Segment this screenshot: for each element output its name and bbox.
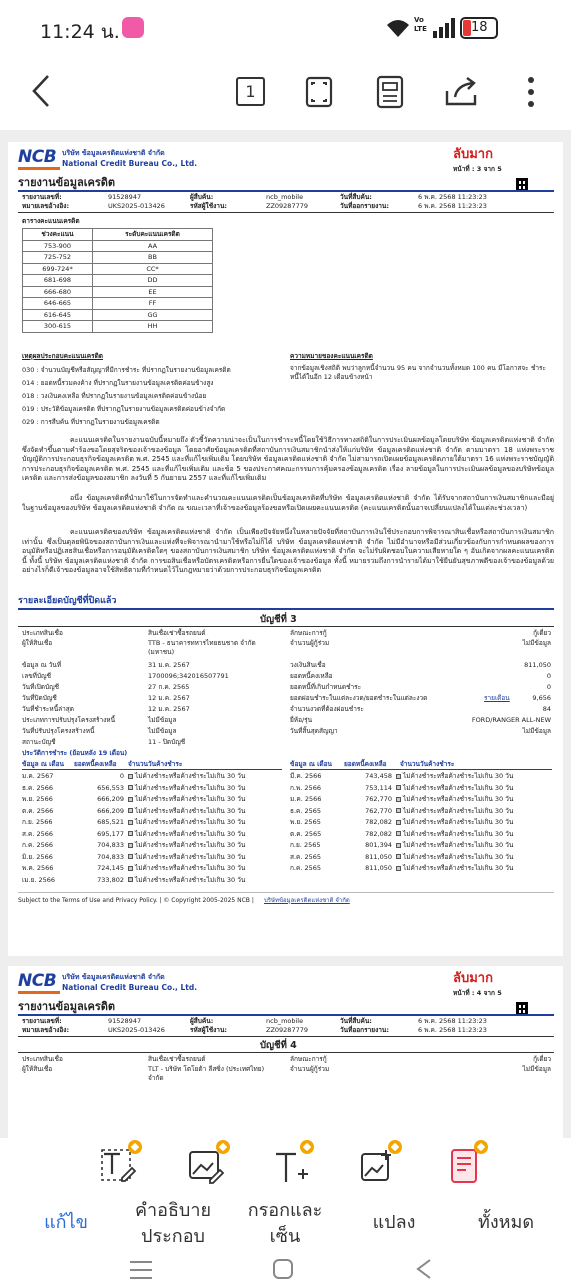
inquirer-value: ncb_mobile [266,193,304,201]
history-month: ธ.ค. 2565 [290,806,322,815]
meaning-title: ความหมายของคะแนนเครดิต [290,352,373,360]
volte-label: Vo LTE [414,16,427,33]
disclaimer-paragraph-2: อนึ่ง ข้อมูลเครดิตที่นำมาใช้ในการจัดทำและคำนวณคะแนนเครดิตเป็นข้อมูลเครดิตที่บริษัท ข้อมูลเครดิตแห่งชาติ จำกัด ได้รับจากสถาบันการเงินสมาชิกและมีอยู่ในฐานข้อมูลของบริษัท ข้อมูลเครดิตแห่งชาติ จำกัด ณ ขณะเวลาที่เจ้าของข้อมูลร้องขอหรือเปิดเผยคะแนนเครดิต (คะแนนเครดิตนั้นอาจเปลี่ยนแปลงได้ในแต่ละช่วงเวลา) [22,494,554,512]
history-balance: 704,833 [97,852,124,861]
history-status-text: ไม่ค้างชำระหรือค้างชำระไม่เกิน 30 วัน [135,818,246,826]
history-header-rule [22,769,282,770]
history-status-text: ไม่ค้างชำระหรือค้างชำระไม่เกิน 30 วัน [403,783,514,792]
ncb-logo-bar [18,991,60,994]
battery-percent: 18 [471,20,488,35]
field-value: 0 [546,683,551,691]
history-status [128,853,245,862]
score-range: 753-900 [23,240,93,252]
inquiry-date-value: 6 พ.ค. 2568 11:23:23 [418,193,487,201]
field-label: สถานะบัญชี [22,738,56,746]
field-value: สินเชื่อเช่าซื้อรถยนต์ [148,629,206,637]
member-code-label: รหัสผู้ใช้งาน: [190,202,228,210]
score-range-header: ช่วงคะแนน [23,229,93,241]
confidential-label: ลับมาก [453,971,493,986]
meaning-text: จากข้อมูลเชิงสถิติ พบว่าลูกหนี้จำนวน 95 คน จากจำนวนทั้งหมด 100 คน มีโอกาสจะ ชำระหนี้ได้ในอีก 12 เดือนข้างหน้า [290,364,546,381]
status-time: 11:24 น. [40,21,120,43]
field-value: ไม่มีข้อมูล [148,716,177,724]
history-status-text: ไม่ค้างชำระหรือค้างชำระไม่เกิน 30 วัน [403,806,514,815]
history-month: พ.ย. 2566 [22,795,53,803]
table-row [23,275,213,287]
page-number: 1 [245,82,256,101]
premium-badge-icon [474,1140,488,1154]
page-number-button[interactable] [236,77,265,106]
add-image-tool[interactable] [358,1146,398,1186]
history-month: ส.ค. 2565 [290,852,322,861]
score-table [22,228,213,333]
history-month: พ.ค. 2566 [22,864,54,872]
history-status-text: ไม่ค้างชำระหรือค้างชำระไม่เกิน 30 วัน [135,864,246,872]
field-value: กู้เดี่ยว [533,629,551,637]
viewer-toolbar [0,56,571,128]
edit-image-tool[interactable] [186,1146,226,1186]
field-value: 27 ก.ค. 2565 [148,683,190,691]
field-value: 31 ม.ค. 2567 [148,661,190,669]
tab-convert[interactable]: แปลง [372,1212,416,1233]
history-header-month: ข้อมูล ณ เดือน [290,760,332,768]
history-status [396,864,513,873]
premium-badge-icon [128,1140,142,1154]
status-checkbox-icon [396,831,401,836]
document-viewer[interactable] [0,130,571,1138]
company-name-th: บริษัท ข้อมูลเครดิตแห่งชาติ จำกัด [62,149,165,157]
signal-icon [433,18,455,38]
score-range: 681-698 [23,275,93,287]
history-month: ก.ย. 2566 [22,818,53,826]
score-grade: BB [93,252,213,264]
field-value: 811,050 [524,661,551,669]
footer-rule [18,892,554,893]
field-value: TTB - ธนาคารทหารไทยธนชาต จำกัด (มหาชน) [148,639,256,656]
history-header-rule [290,769,552,770]
status-checkbox-icon [396,820,401,825]
history-header-status: จำนวนวันค้างชำระ [400,760,455,768]
score-grade: HH [93,321,213,333]
history-status [128,795,245,804]
history-status-text: ไม่ค้างชำระหรือค้างชำระไม่เกิน 30 วัน [403,864,514,872]
qr-code-icon [516,178,528,190]
ncb-logo-bar [18,167,60,170]
history-month: ม.ค. 2567 [22,772,54,780]
bottom-toolbar [0,1138,571,1280]
confidential-label: ลับมาก [453,147,493,162]
status-checkbox-icon [128,854,133,859]
premium-badge-icon [388,1140,402,1154]
inquirer-value: ncb_mobile [266,1017,304,1025]
more-options-icon[interactable] [527,76,535,108]
ref-value: 91528947 [108,193,142,201]
score-grade-header: ระดับคะแนนเครดิต [93,229,213,241]
notification-app-icon [122,17,144,38]
history-status-text: ไม่ค้างชำระหรือค้างชำระไม่เกิน 30 วัน [135,852,246,861]
report-page [8,142,563,956]
history-balance: 666,209 [97,806,124,815]
status-checkbox-icon [128,877,133,882]
premium-badge-icon [216,1140,230,1154]
account-rule [18,626,554,627]
document-view-icon[interactable] [376,75,404,109]
recent-apps-icon[interactable] [128,1260,154,1280]
header-rule [18,1036,554,1037]
field-value: ไม่มีข้อมูล [522,1065,551,1073]
reason-item: 029 : การสืบค้น ที่ปรากฏในรายงานข้อมูลเครดิต [22,418,160,426]
field-label: ประเภทการปรับปรุงโครงสร้างหนี้ [22,716,116,724]
status-checkbox-icon [396,843,401,848]
field-label: เลขที่บัญชี [22,672,52,680]
field-label: จำนวนผู้กู้ร่วม [290,639,330,647]
member-code-value: ZZ09287779 [266,1026,308,1034]
member-ref-value: UKS2025-013426 [108,1026,165,1034]
status-checkbox-icon [396,785,401,790]
field-label: วันที่เปิดบัญชี [22,683,60,691]
history-status-text: ไม่ค้างชำระหรือค้างชำระไม่เกิน 30 วัน [135,875,246,884]
field-label: ยอดหนี้ที่เกินกำหนดชำระ [290,683,362,691]
disclaimer-paragraph-3: คะแนนเครดิตของบริษัท ข้อมูลเครดิตแห่งชาติ จำกัด เป็นเพียงปัจจัยหนึ่งในหลายปัจจัยที่สถาบันการเงินใช้ประกอบการพิจารณาสินเชื่อหรือสถาบันการเงินสมาชิกเท่านั้น ซึ่งเป็นดุลยพินิจของสถาบันการเงินและแห่งที่จะพิจารณานำมาใช้หรือไม่ก็ได้ บริษัท ข้อมูลเครดิตแห่งชาติ จำกัด ไม่มีอำนาจหรือมีส่วนเกี่ยวข้องกับการกำหนดผลของการอนุมัติหรือปฏิเสธสินเชื่อหรือการอนุมัติเครดิตใดๆ ของสถาบันการเงินสมาชิก บริษัท ข้อมูลเครดิตแห่งชาติ จำกัด จะไม่รับผิดชอบในความเสียหายใด ๆ อันเกิดจากผลคะแนนเครดิตนี้ ทั้งนี้ บริษัท ข้อมูลเครดิตแห่งชาติ จำกัด การขอสินเชื่อหรือบัตรเครดิตหรือการยื่นใดของเจ้าของข้อมูล ทั้งนี้ หมายรวมถึงการนำรายได้มาใช้ยืนยันสุขภาพดีของเจ้าของข้อมูลด้วย อย่างไรก็ดีเจ้าของข้อมูลอาจใช้สิทธิตามที่กำหนดไว้ในกฎหมายว่าด้วยการประกอบธุรกิจข้อมูลเครดิต [22,528,554,575]
ncb-logo: NCB [18,147,57,167]
history-status-text: ไม่ค้างชำระหรือค้างชำระไม่เกิน 30 วัน [135,829,246,838]
score-grade: EE [93,286,213,298]
member-code-label: รหัสผู้ใช้งาน: [190,1026,228,1034]
history-month: ก.ย. 2565 [290,841,321,849]
back-nav-icon[interactable] [414,1258,434,1280]
qr-code-icon [516,1002,528,1014]
ref-value: 91528947 [108,1017,142,1025]
history-status [396,830,513,839]
field-value: TLT - บริษัท โตโยต้า ลีสซิ่ง (ประเทศไทย) จำกัด [148,1065,265,1082]
report-title: รายงานข้อมูลเครดิต [18,1000,116,1013]
history-month: พ.ย. 2565 [290,818,321,826]
field-label: ข้อมูล ณ วันที่ [22,661,62,669]
process-date-value: 6 พ.ค. 2568 11:23:23 [418,1026,487,1034]
ncb-logo: NCB [18,971,57,991]
inquiry-date-label: วันที่สืบค้น: [340,1017,372,1025]
status-checkbox-icon [128,843,133,848]
share-icon[interactable] [445,77,479,107]
history-month: มิ.ย. 2566 [22,852,53,861]
field-value: สินเชื่อเช่าซื้อรถยนต์ [148,1055,206,1063]
history-status-text: ไม่ค้างชำระหรือค้างชำระไม่เกิน 30 วัน [135,806,246,815]
field-label: จำนวนผู้กู้ร่วม [290,1065,330,1073]
score-grade: FF [93,298,213,310]
back-arrow-icon[interactable] [30,74,52,108]
header-divider [18,190,554,192]
history-status-text: ไม่ค้างชำระหรือค้างชำระไม่เกิน 30 วัน [135,795,246,803]
history-status-text: ไม่ค้างชำระหรือค้างชำระไม่เกิน 30 วัน [135,783,246,792]
section-divider [18,608,554,610]
tab-all[interactable]: ทั้งหมด [477,1212,535,1233]
history-status-text: ไม่ค้างชำระหรือค้างชำระไม่เกิน 30 วัน [403,852,514,861]
reason-title: เหตุผลประกอบคะแนนเครดิต [22,352,104,360]
history-balance: 811,050 [365,852,392,861]
field-label: ประเภทสินเชื่อ [22,1055,63,1063]
field-label: วงเงินสินเชื่อ [290,661,326,669]
history-status-text: ไม่ค้างชำระหรือค้างชำระไม่เกิน 30 วัน [403,818,514,826]
field-value: ไม่มีข้อมูล [148,727,177,735]
history-status [128,841,245,850]
history-status [396,807,513,816]
field-value: 1700096;342016507791 [148,672,229,680]
battery-level [463,20,471,36]
field-value: FORD/RANGER ALL-NEW [471,716,551,724]
table-row [23,309,213,321]
history-status-text: ไม่ค้างชำระหรือค้างชำระไม่เกิน 30 วัน [403,841,514,849]
closed-accounts-title: รายละเอียดบัญชีที่ปิดแล้ว [18,596,117,606]
score-grade: CC* [93,263,213,275]
history-balance: 656,553 [97,783,124,792]
history-status-text: ไม่ค้างชำระหรือค้างชำระไม่เกิน 30 วัน [403,772,514,780]
history-status [128,772,245,781]
history-status-text: ไม่ค้างชำระหรือค้างชำระไม่เกิน 30 วัน [403,829,514,838]
history-balance: 762,770 [365,795,392,803]
company-name-en: National Credit Bureau Co., Ltd. [62,983,198,992]
reason-item: 019 : ประวัติข้อมูลเครดิต ที่ปรากฏในรายงานข้อมูลเครดิตค่อนข้างจำกัด [22,405,226,413]
score-range: 616-645 [23,309,93,321]
history-balance: 753,114 [365,783,392,792]
fullscreen-icon[interactable] [305,76,333,108]
footer-text: Subject to the Terms of Use and Privacy Policy. | © Copyright 2005-2025 NCB | [18,897,254,904]
disclaimer-paragraph-1: คะแนนเครดิตในรายงานฉบับนี้หมายถึง ตัวชี้วัดความน่าจะเป็นในการชำระหนี้โดยใช้วิธีการทางสถิติในการประเมินผลข้อมูลโดยบริษัท ข้อมูลเครดิตแห่งชาติ จำกัด ซึ่งจัดทำขึ้นตามคำร้องขอโดยสุจริตของเจ้าของข้อมูล โดยอาศัยข้อมูลเครดิตที่สถาบันการเงินสมาชิกนำส่งให้แก่บริษัท ข้อมูลเครดิตแห่งชาติ จำกัด ตามมาตรา 18 แห่งพระราชบัญญัติการประกอบธุรกิจข้อมูลเครดิต พ.ศ. 2545 และที่แก้ไขเพิ่มเติม โดยบริษัท ข้อมูลเครดิตแห่งชาติ จำกัด ไม่สามารถเปิดเผยข้อมูลเครดิตภายใต้มาตรา 16 แห่งพระราชบัญญัติการประกอบธุรกิจข้อมูลเครดิต พ.ศ. 2545 และที่แก้ไขเพิ่มเติม และข้อ 5 ของประกาศคณะกรรมการคุ้มครองข้อมูลเครดิต เรื่อง ลายข้อมูลในการประเมินผลข้อมูลของบริษัทข้อมูลเครดิต และการส่งข้อมูลของสมาชิก ลงวันที่ 5 กันยายน 2557 และที่แก้ไขเพิ่มเติม [22,436,554,483]
history-month: ม.ค. 2566 [290,795,322,803]
score-grade: AA [93,240,213,252]
wifi-icon [386,18,410,38]
history-balance: 666,209 [97,795,124,803]
account-rule [18,1052,554,1053]
field-label: วันที่ปิดบัญชี [22,694,57,702]
history-balance: 733,802 [97,875,124,884]
field-value: 9,656 [532,694,551,702]
inquirer-label: ผู้สืบค้น: [190,193,214,201]
status-checkbox-icon [128,785,133,790]
history-month: ธ.ค. 2566 [22,783,54,792]
field-label: ประเภทสินเชื่อ [22,629,63,637]
score-range: 725-752 [23,252,93,264]
history-status [128,784,245,793]
history-status-text: ไม่ค้างชำระหรือค้างชำระไม่เกิน 30 วัน [135,841,246,849]
tab-fill-sign[interactable]: กรอกและ เซ็น [247,1200,323,1247]
history-balance: 762,770 [365,806,392,815]
history-header-status: จำนวนวันค้างชำระ [128,760,183,768]
history-balance: 724,145 [97,864,124,872]
home-icon[interactable] [272,1258,296,1280]
history-status [128,830,245,839]
history-status [396,795,513,804]
history-header-month: ข้อมูล ณ เดือน [22,760,64,768]
table-row [23,286,213,298]
field-value: 12 ม.ค. 2567 [148,705,190,713]
status-checkbox-icon [396,866,401,871]
history-status [128,807,245,816]
history-balance: 695,177 [97,829,124,838]
score-range: 646-665 [23,298,93,310]
header-rule [18,212,554,213]
field-label: ลักษณะการกู้ [290,1055,327,1063]
score-grade: GG [93,309,213,321]
field-value: 84 [542,705,551,713]
page-indicator: หน้าที่ : 4 จาก 5 [453,989,502,997]
tab-edit[interactable]: แก้ไข [44,1212,88,1233]
company-name-th: บริษัท ข้อมูลเครดิตแห่งชาติ จำกัด [62,973,165,981]
page-indicator: หน้าที่ : 3 จาก 5 [453,165,502,173]
payment-history-title: ประวัติการชำระ (ย้อนหลัง 19 เดือน) [22,749,128,757]
field-value: 0 [546,672,551,680]
status-checkbox-icon [128,774,133,779]
member-code-value: ZZ09287779 [266,202,308,210]
history-status [396,818,513,827]
process-date-label: วันที่ออกรายงาน: [340,1026,389,1034]
history-status [396,784,513,793]
score-range: 666-680 [23,286,93,298]
table-row [23,252,213,264]
history-status [128,876,245,885]
score-table-title: ตารางคะแนนเครดิต [22,217,80,225]
history-month: ส.ค. 2566 [22,829,54,838]
history-status [128,864,245,873]
status-checkbox-icon [396,854,401,859]
history-month: มี.ค. 2566 [290,772,322,780]
reason-item: 018 : วงเงินคงเหลือ ที่ปรากฏในรายงานข้อมูลเครดิตค่อนข้างน้อย [22,392,207,400]
score-range: 699-724* [23,263,93,275]
field-label: วันที่ปรับปรุงโครงสร้างหนี้ [22,727,95,735]
inquirer-label: ผู้สืบค้น: [190,1017,214,1025]
history-month: เม.ย. 2566 [22,875,56,884]
premium-badge-icon [300,1140,314,1154]
status-checkbox-icon [396,774,401,779]
status-checkbox-icon [128,820,133,825]
status-checkbox-icon [396,797,401,802]
period-link[interactable]: รายเดือน [484,694,510,702]
history-balance: 782,082 [365,818,392,826]
company-name-en: National Credit Bureau Co., Ltd. [62,159,198,168]
report-page [8,966,563,1138]
field-label: จำนวนงวดที่ต้องผ่อนชำระ [290,705,364,713]
history-balance: 0 [119,772,124,780]
process-date-value: 6 พ.ค. 2568 11:23:23 [418,202,487,210]
history-status [396,853,513,862]
history-status-text: ไม่ค้างชำระหรือค้างชำระไม่เกิน 30 วัน [403,795,514,803]
inquiry-date-label: วันที่สืบค้น: [340,193,372,201]
history-month: ก.ค. 2566 [22,841,54,849]
report-title: รายงานข้อมูลเครดิต [18,176,116,189]
field-label: ยี่ห้อ/รุ่น [290,716,313,724]
field-value: กู้เดี่ยว [533,1055,551,1063]
table-row [23,298,213,310]
status-checkbox-icon [128,831,133,836]
history-balance: 743,458 [365,772,392,780]
history-status [396,772,513,781]
field-value: ไม่มีข้อมูล [522,727,551,735]
status-checkbox-icon [128,797,133,802]
member-ref-label: หมายเลขอ้างอิง: [22,202,70,210]
reason-item: 014 : ยอดหนี้รวมคงค้าง ที่ปรากฏในรายงานข้อมูลเครดิตค่อนข้างสูง [22,379,214,387]
history-month: ต.ค. 2565 [290,829,322,838]
status-bar [0,0,571,56]
history-balance: 704,833 [97,841,124,849]
history-header-balance: ยอดหนี้คงเหลือ [344,760,387,768]
table-row [23,321,213,333]
inquiry-date-value: 6 พ.ค. 2568 11:23:23 [418,1017,487,1025]
history-status [128,818,245,827]
status-checkbox-icon [128,808,133,813]
history-balance: 685,521 [97,818,124,826]
table-row [23,240,213,252]
history-balance: 782,082 [365,829,392,838]
field-value: 12 ม.ค. 2567 [148,694,190,702]
field-label: ยอดผ่อนชำระในแต่ละงวด/ยอดชำระในแต่ละงวด [290,694,428,702]
field-value: 11 - ปิดบัญชี [148,738,186,746]
field-label: ยอดหนี้คงเหลือ [290,672,333,680]
history-status-text: ไม่ค้างชำระหรือค้างชำระไม่เกิน 30 วัน [135,772,246,780]
status-checkbox-icon [128,866,133,871]
field-value: ไม่มีข้อมูล [522,639,551,647]
pdf-tools[interactable] [444,1146,484,1186]
field-label: วันที่ชำระหนี้ล่าสุด [22,705,74,713]
battery-icon [460,17,498,39]
footer-link[interactable]: บริษัทข้อมูลเครดิตแห่งชาติ จำกัด [264,897,350,904]
account-heading: บัญชีที่ 4 [260,1040,297,1051]
history-month: ก.พ. 2566 [290,783,321,792]
history-header-balance: ยอดหนี้คงเหลือ [74,760,117,768]
history-status [396,841,513,850]
edit-text-tool[interactable] [98,1146,138,1186]
tab-annotate[interactable]: คำอธิบาย ประกอบ [134,1200,212,1247]
process-date-label: วันที่ออกรายงาน: [340,202,389,210]
ref-label: รายงานเลขที่: [22,193,62,201]
field-label: ผู้ให้สินเชื่อ [22,639,53,647]
history-month: ต.ค. 2566 [22,806,54,815]
table-row [23,263,213,275]
score-range: 300-615 [23,321,93,333]
ref-label: รายงานเลขที่: [22,1017,62,1025]
field-label: วันที่สิ้นสุดสัญญา [290,727,338,735]
field-label: ลักษณะการกู้ [290,629,327,637]
header-divider [18,1014,554,1016]
member-ref-label: หมายเลขอ้างอิง: [22,1026,70,1034]
history-balance: 801,394 [365,841,392,849]
history-balance: 811,050 [365,864,392,872]
score-table-header [23,229,213,241]
history-month: ก.ค. 2565 [290,864,322,872]
reason-item: 030 : จำนวนบัญชีหรือสัญญาที่มีการชำระ ที่ปรากฏในรายงานข้อมูลเครดิต [22,366,231,374]
field-label: ผู้ให้สินเชื่อ [22,1065,53,1073]
status-checkbox-icon [396,808,401,813]
member-ref-value: UKS2025-013426 [108,202,165,210]
score-grade: DD [93,275,213,287]
add-text-tool[interactable] [270,1146,310,1186]
account-heading: บัญชีที่ 3 [260,614,297,625]
